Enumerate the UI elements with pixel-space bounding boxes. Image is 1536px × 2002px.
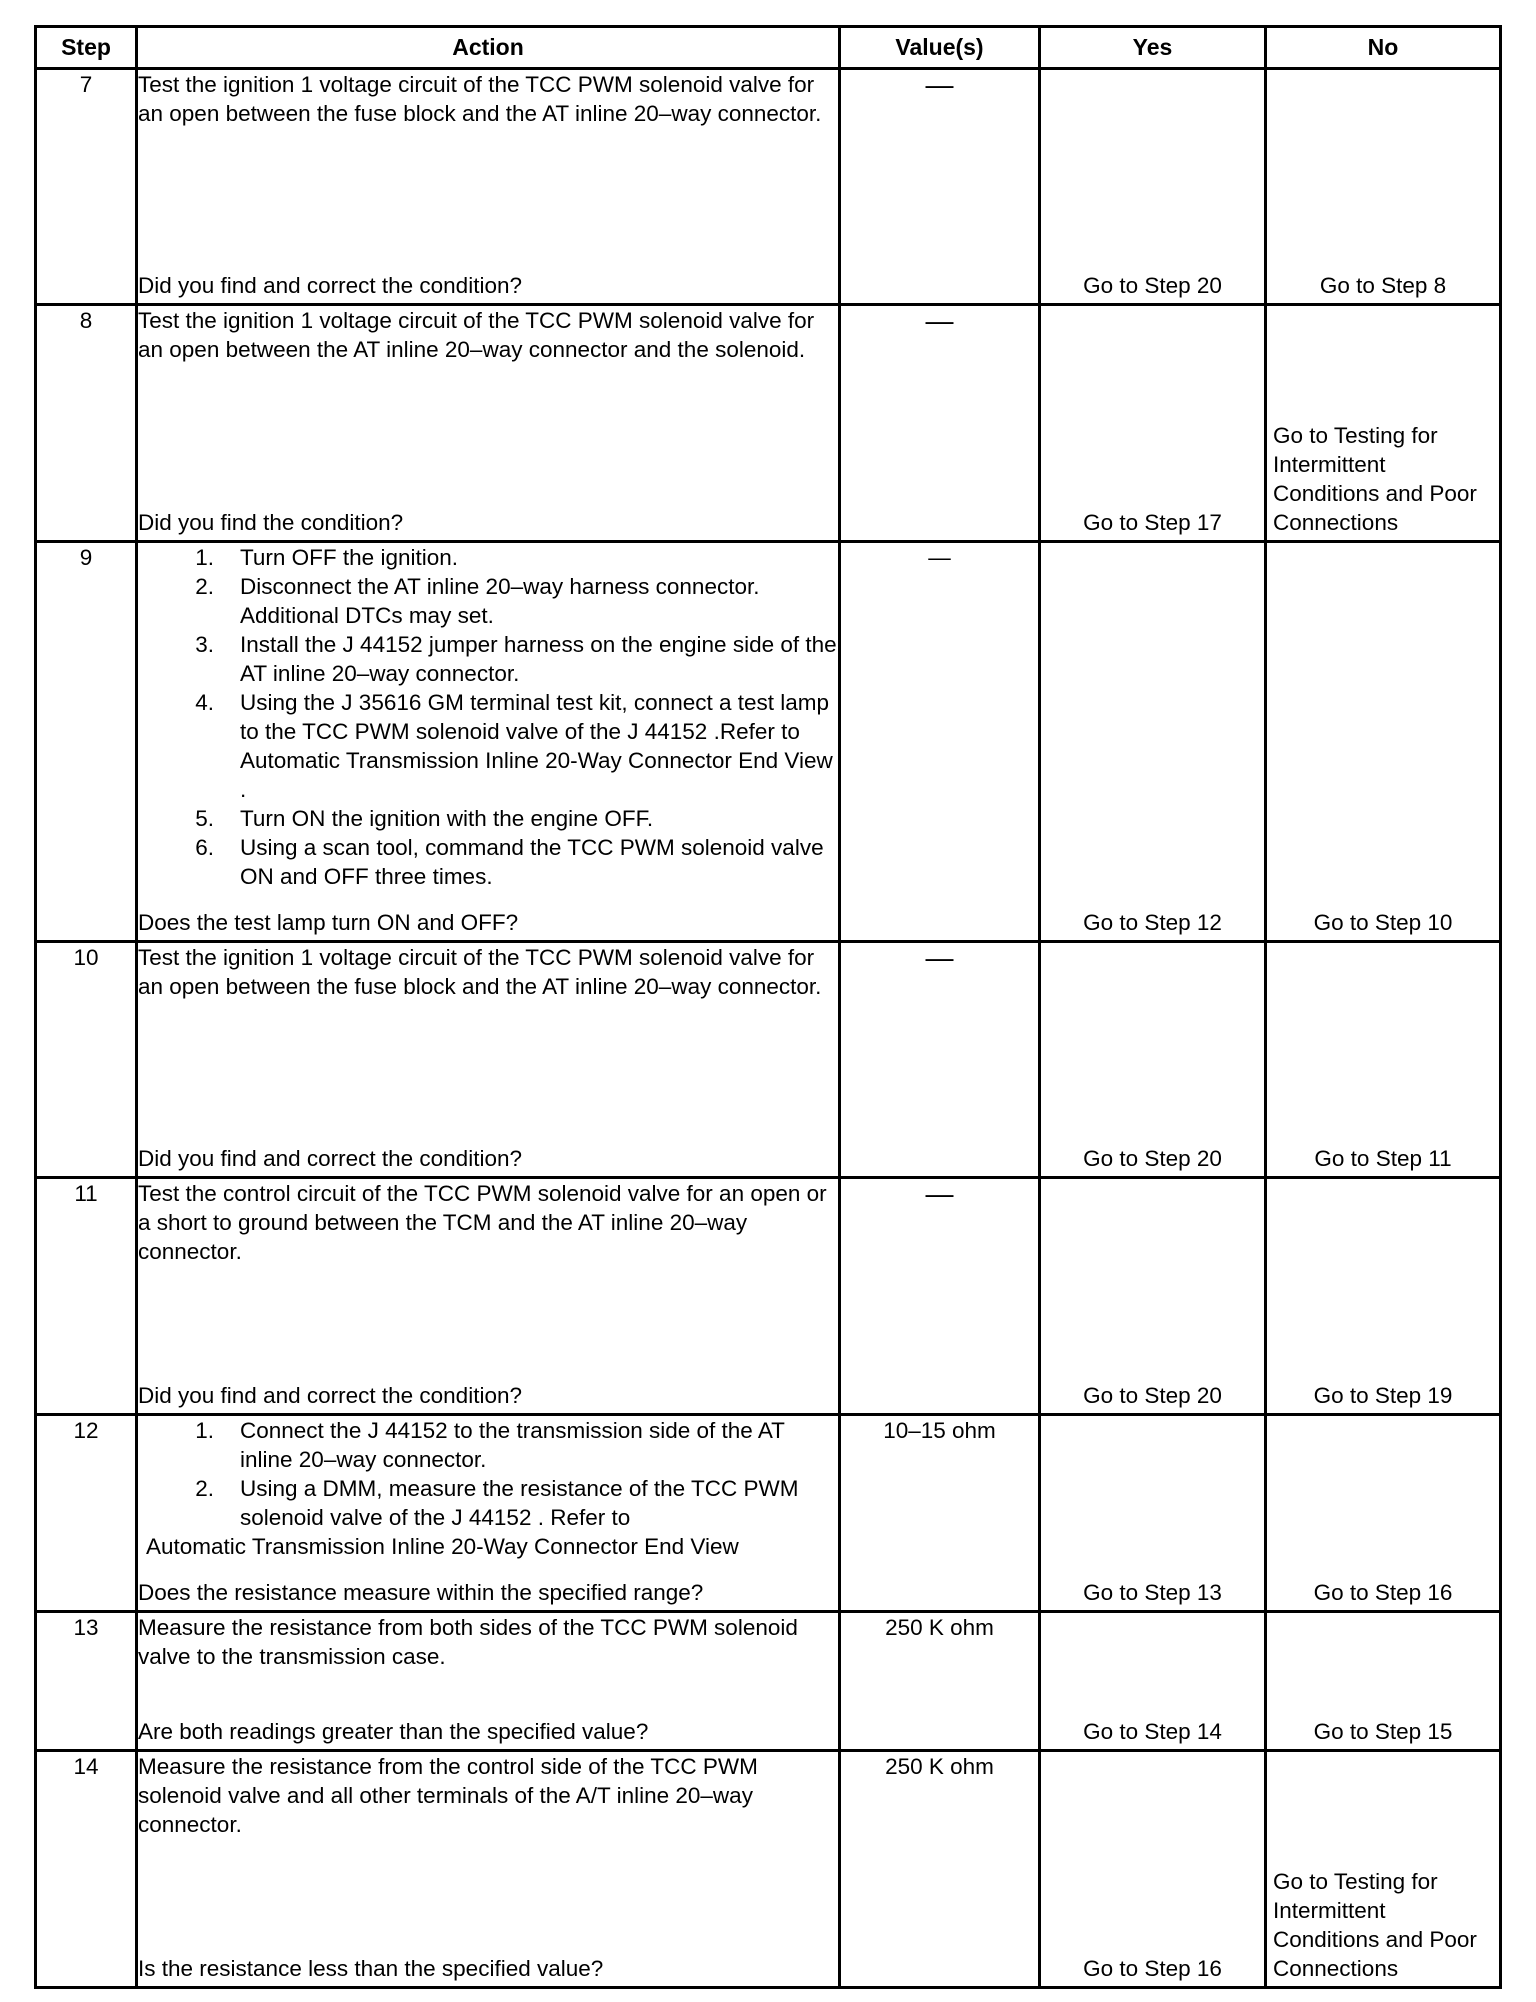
no-link[interactable]: Go to Testing for Intermittent Conditions and Poor Connections xyxy=(1273,423,1477,535)
list-item: 2. Using a DMM, measure the resistance of the TCC PWM solenoid valve of the J 44152 . Refer to xyxy=(195,1476,799,1530)
list-item: 1. Connect the J 44152 to the transmission side of the AT inline 20–way connector. xyxy=(195,1418,785,1472)
yes-cell xyxy=(1040,942,1266,1178)
no-cell xyxy=(1266,942,1501,1178)
yes-cell xyxy=(1040,69,1266,305)
step-number: 9 xyxy=(36,542,137,942)
action-cell xyxy=(137,305,840,542)
reference-link[interactable]: Automatic Transmission Inline 20-Way Connector End View xyxy=(146,1534,739,1559)
table-row xyxy=(36,1178,1501,1415)
no-link[interactable]: Go to Step 15 xyxy=(1313,1719,1453,1744)
no-link[interactable]: Go to Testing for Intermittent Conditions and Poor Connections xyxy=(1273,1869,1477,1981)
action-question: Did you find the condition? xyxy=(138,510,404,535)
yes-cell xyxy=(1040,1178,1266,1415)
procedure-list xyxy=(138,543,838,891)
action-question: Is the resistance less than the specified value? xyxy=(138,1956,604,1981)
yes-link[interactable]: Go to Step 14 xyxy=(1083,1719,1222,1744)
list-item: 6. Using a scan tool, command the TCC PWM solenoid valve ON and OFF three times. xyxy=(195,835,824,889)
yes-link[interactable]: Go to Step 12 xyxy=(1083,910,1222,935)
action-question: Does the resistance measure within the specified range? xyxy=(138,1580,704,1605)
step-number: 7 xyxy=(36,69,137,305)
yes-cell xyxy=(1040,1751,1266,1988)
no-cell xyxy=(1266,1612,1501,1751)
action-text: Measure the resistance from both sides of the TCC PWM solenoid valve to the transmission case. xyxy=(138,1615,798,1669)
action-cell xyxy=(137,69,840,305)
diagnostic-table xyxy=(34,25,1502,1989)
yes-link[interactable]: Go to Step 17 xyxy=(1083,510,1222,535)
no-cell xyxy=(1266,1178,1501,1415)
header-values: Value(s) xyxy=(840,27,1040,69)
procedure-list xyxy=(138,1416,838,1532)
value-cell: — xyxy=(840,942,1040,1178)
action-cell xyxy=(137,1751,840,1988)
table-row xyxy=(36,305,1501,542)
no-cell xyxy=(1266,69,1501,305)
yes-cell xyxy=(1040,542,1266,942)
step-number: 10 xyxy=(36,942,137,1178)
header-no: No xyxy=(1266,27,1501,69)
yes-link[interactable]: Go to Step 20 xyxy=(1083,1383,1222,1408)
step-number: 12 xyxy=(36,1415,137,1612)
step-number: 8 xyxy=(36,305,137,542)
action-question: Did you find and correct the condition? xyxy=(138,273,522,298)
step-number: 11 xyxy=(36,1178,137,1415)
yes-cell xyxy=(1040,305,1266,542)
yes-link[interactable]: Go to Step 20 xyxy=(1083,273,1222,298)
action-cell xyxy=(137,942,840,1178)
action-text: Test the ignition 1 voltage circuit of the TCC PWM solenoid valve for an open between the fuse block and the AT inline 20–way connector. xyxy=(138,945,822,999)
table-row xyxy=(36,942,1501,1178)
step-number: 13 xyxy=(36,1612,137,1751)
value-cell: — xyxy=(840,1178,1040,1415)
header-step: Step xyxy=(36,27,137,69)
no-cell xyxy=(1266,542,1501,942)
header-yes: Yes xyxy=(1040,27,1266,69)
no-link[interactable]: Go to Step 11 xyxy=(1314,1146,1452,1171)
action-cell xyxy=(137,1612,840,1751)
action-question: Are both readings greater than the specified value? xyxy=(138,1719,649,1744)
action-text: Measure the resistance from the control side of the TCC PWM solenoid valve and all other terminals of the A/T inline 20–way connector. xyxy=(138,1754,758,1837)
header-row xyxy=(36,27,1501,69)
action-cell xyxy=(137,1178,840,1415)
step-number: 14 xyxy=(36,1751,137,1988)
yes-cell xyxy=(1040,1415,1266,1612)
table-row xyxy=(36,1751,1501,1988)
action-question: Did you find and correct the condition? xyxy=(138,1146,522,1171)
list-item: 5. Turn ON the ignition with the engine OFF. xyxy=(195,806,654,831)
value-cell: — xyxy=(840,69,1040,305)
table-row xyxy=(36,542,1501,942)
value-cell: 250 K ohm xyxy=(840,1612,1040,1751)
yes-link[interactable]: Go to Step 13 xyxy=(1083,1580,1222,1605)
action-text: Test the ignition 1 voltage circuit of the TCC PWM solenoid valve for an open between the AT inline 20–way connector and the solenoid. xyxy=(138,308,815,362)
no-cell xyxy=(1266,1415,1501,1612)
table-row xyxy=(36,1612,1501,1751)
value-cell: — xyxy=(840,305,1040,542)
table-row xyxy=(36,1415,1501,1612)
no-link[interactable]: Go to Step 8 xyxy=(1319,273,1447,298)
table-row xyxy=(36,69,1501,305)
header-action: Action xyxy=(137,27,840,69)
value-cell: 10–15 ohm xyxy=(840,1415,1040,1612)
yes-link[interactable]: Go to Step 20 xyxy=(1083,1146,1222,1171)
no-link[interactable]: Go to Step 16 xyxy=(1313,1580,1453,1605)
action-question: Did you find and correct the condition? xyxy=(138,1383,522,1408)
no-link[interactable]: Go to Step 19 xyxy=(1313,1383,1453,1408)
no-cell xyxy=(1266,1751,1501,1988)
no-link[interactable]: Go to Step 10 xyxy=(1313,910,1453,935)
list-item: 1. Turn OFF the ignition. xyxy=(195,545,459,570)
yes-cell xyxy=(1040,1612,1266,1751)
list-item: 2. Disconnect the AT inline 20–way harness connector. Additional DTCs may set. xyxy=(195,574,760,628)
value-cell: 250 K ohm xyxy=(840,1751,1040,1988)
list-item: 4. Using the J 35616 GM terminal test kit, connect a test lamp to the TCC PWM solenoid valve of the J 44152 .Refer to Automatic Transmission Inline 20-Way Connector End View . xyxy=(195,690,833,802)
action-text: Test the control circuit of the TCC PWM solenoid valve for an open or a short to ground between the TCM and the AT inline 20–way connector. xyxy=(138,1181,827,1264)
action-question: Does the test lamp turn ON and OFF? xyxy=(138,910,519,935)
action-cell xyxy=(137,1415,840,1612)
action-text: Test the ignition 1 voltage circuit of the TCC PWM solenoid valve for an open between the fuse block and the AT inline 20–way connector. xyxy=(138,72,822,126)
yes-link[interactable]: Go to Step 16 xyxy=(1083,1956,1222,1981)
action-cell xyxy=(137,542,840,942)
value-cell: — xyxy=(840,542,1040,942)
no-cell xyxy=(1266,305,1501,542)
list-item: 3. Install the J 44152 jumper harness on the engine side of the AT inline 20–way connector. xyxy=(195,632,837,686)
